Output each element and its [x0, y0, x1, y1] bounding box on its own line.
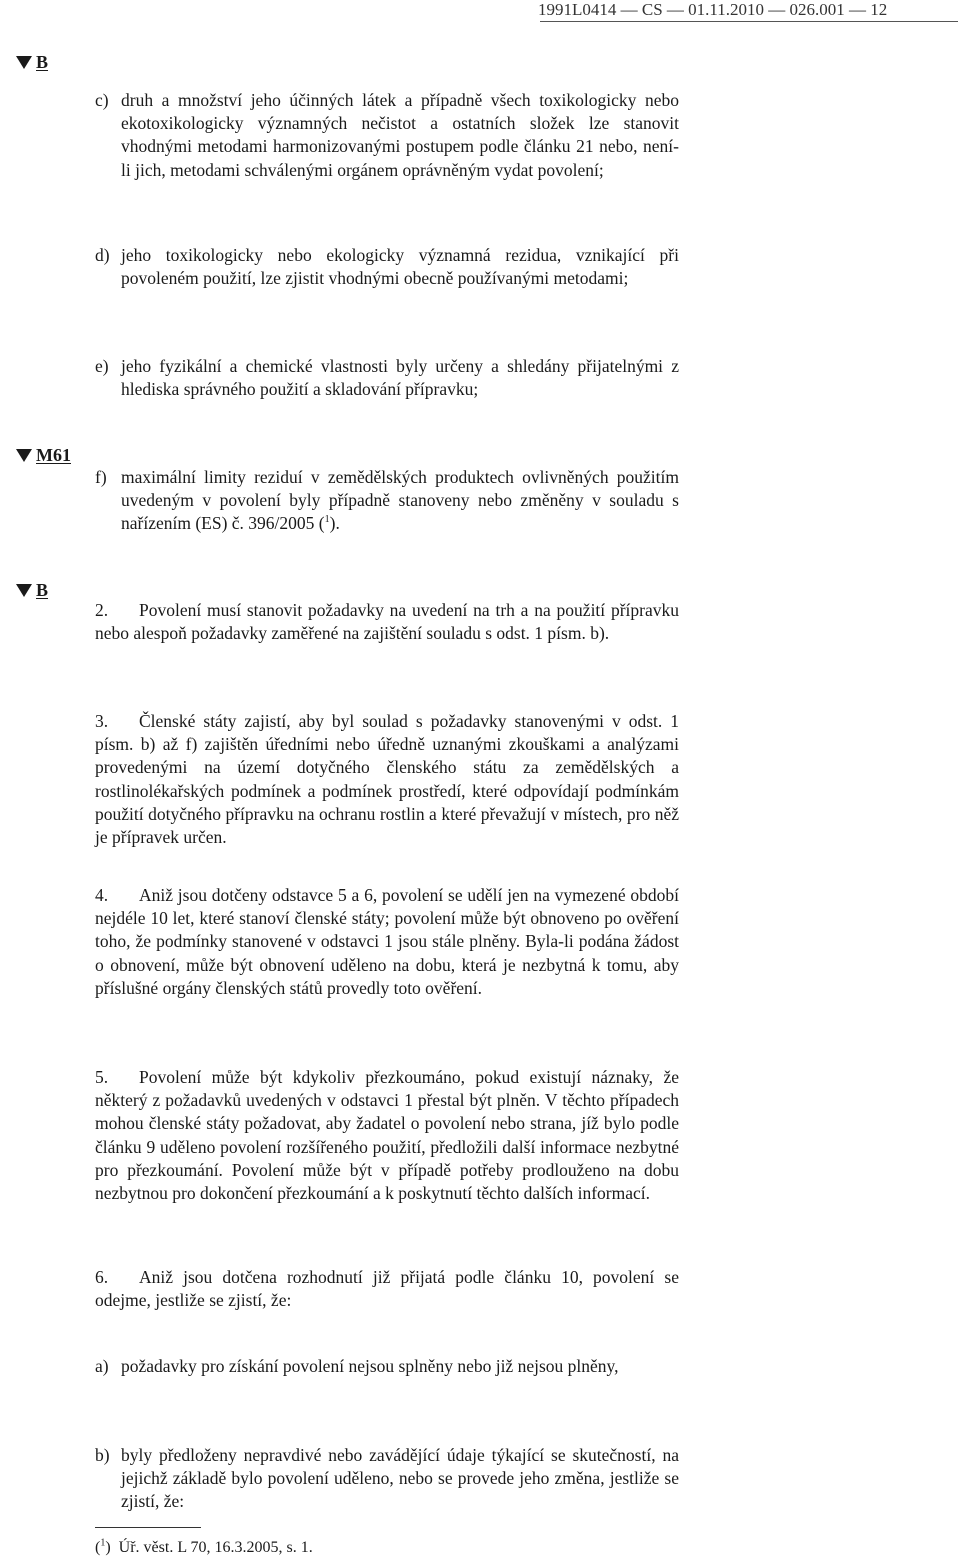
paragraph-number: 3. — [95, 711, 109, 731]
item-text: druh a množství jeho účinných látek a případně všech toxikologicky nebo ekotoxikologicky významných nečistot a ostatních složek lze stanovit vhodnými metodami harmonizovanými postupem podle článku 21 nebo, není-li jich, metodami schválenými orgánem oprávněným vydat povolení; — [121, 90, 679, 180]
footnote: ($^1$) Úř. věst. L 70, 16.3.2005, s. 1. — [95, 1537, 313, 1556]
paragraph-2 — [95, 599, 679, 645]
header-rule — [540, 21, 958, 22]
amendment-marker-m61 — [16, 445, 71, 466]
marker-code: B — [36, 52, 49, 72]
paragraph-number: 5. — [95, 1067, 109, 1087]
paragraph-text: Členské státy zajistí, aby byl soulad s požadavky stanovenými v odst. 1 písm. b) až f) zajištěn úředními nebo úředně uznanými zkouškami a analýzami provedenými na území dotyčného členského státu za zemědělských a rostlinolékařských podmínek a podmínek prostředí, které odpovídají podmínkám použití dotyčného přípravku na ochranu rostlin a které převažují v místech, pro něž je přípravek určen. — [95, 711, 679, 848]
subitem-a — [95, 1355, 679, 1378]
subitem-b — [95, 1444, 679, 1514]
triangle-down-icon — [16, 584, 32, 597]
paragraph-4 — [95, 884, 679, 1000]
paragraph-text: Povolení musí stanovit požadavky na uvedení na trh a na použití přípravku nebo alespoň požadavky zaměřené na zajištění souladu s odst. 1 písm. b). — [95, 600, 679, 644]
item-text: byly předloženy nepravdivé nebo zavádějící údaje týkající se skutečností, na jejichž základě bylo povolení uděleno, nebo se provede jeho změna, jestliže se zjistí, že: — [121, 1445, 679, 1512]
item-label: e) — [95, 356, 109, 376]
paragraph-text: Aniž jsou dotčena rozhodnutí již přijatá podle článku 10, povolení se odejme, jestliže se zjistí, že: — [95, 1267, 679, 1311]
amendment-marker-b — [16, 52, 48, 73]
item-text-main: maximální limity reziduí v zemědělských produktech ovlivněných použitím uvedeným v povolení byly případně stanoveny nebo změněny v souladu s nařízením (ES) č. 396/2005 ( — [121, 467, 679, 534]
paragraph-5 — [95, 1066, 679, 1205]
item-label: d) — [95, 245, 110, 265]
footnote-rule — [95, 1527, 201, 1528]
amendment-marker-b — [16, 580, 48, 601]
page-header: 1991L0414 — CS — 01.11.2010 — 026.001 — 12 — [538, 0, 888, 19]
item-e — [95, 355, 679, 401]
item-f — [95, 466, 679, 536]
item-text: jeho toxikologicky nebo ekologicky významná rezidua, vznikající při povoleném použití, lze zjistit vhodnými obecně používanými metodami; — [121, 245, 679, 289]
item-text: jeho fyzikální a chemické vlastnosti byly určeny a shledány přijatelnými z hlediska správného použití a skladování přípravku; — [121, 356, 679, 400]
paragraph-number: 4. — [95, 885, 109, 905]
item-text: požadavky pro získání povolení nejsou splněny nebo již nejsou plněny, — [121, 1356, 619, 1376]
paragraph-text: Povolení může být kdykoliv přezkoumáno, pokud existují náznaky, že některý z požadavků uvedených v odstavci 1 přestal být plněn. V těchto případech mohou členské státy požadovat, aby žadatel o povolení nebo strana, jíž bylo podle článku 9 uděleno povolení rozšířeného použití, předložili další informace nezbytné pro přezkoumání. Povolení může být v případě potřeby prodlouženo na dobu nezbytnou pro dokončení přezkoumání a k poskytnutí těchto dalších informací. — [95, 1067, 679, 1204]
marker-code: M61 — [36, 445, 71, 465]
paragraph-number: 6. — [95, 1267, 109, 1287]
footnote-text: Úř. věst. L 70, 16.3.2005, s. 1. — [118, 1539, 313, 1556]
marker-code: B — [36, 580, 49, 600]
paragraph-6 — [95, 1266, 679, 1312]
item-text-end: ). — [329, 513, 340, 534]
paragraph-number: 2. — [95, 600, 109, 620]
paragraph-text: Aniž jsou dotčeny odstavce 5 a 6, povolení se udělí jen na vymezené období nejdéle 10 let, které stanoví členské státy; povolení může být obnoveno po ověření toho, že podmínky stanovené v odstavci 1 jsou stále plněny. Byla-li podána žádost o obnovení, může být obnovení uděleno na dobu, která je nezbytná k tomu, aby příslušné orgány členských států provedly toto ověření. — [95, 885, 679, 998]
item-label: b) — [95, 1445, 110, 1465]
item-label: a) — [95, 1356, 109, 1376]
triangle-down-icon — [16, 449, 32, 462]
item-c — [95, 89, 679, 182]
footnote-ref[interactable]: 1 — [324, 514, 330, 526]
item-label: c) — [95, 90, 109, 110]
footnote-number: 1 — [100, 1537, 106, 1549]
triangle-down-icon — [16, 56, 32, 69]
item-label: f) — [95, 467, 107, 487]
item-text — [121, 466, 679, 536]
paragraph-3 — [95, 710, 679, 849]
item-d — [95, 244, 679, 290]
